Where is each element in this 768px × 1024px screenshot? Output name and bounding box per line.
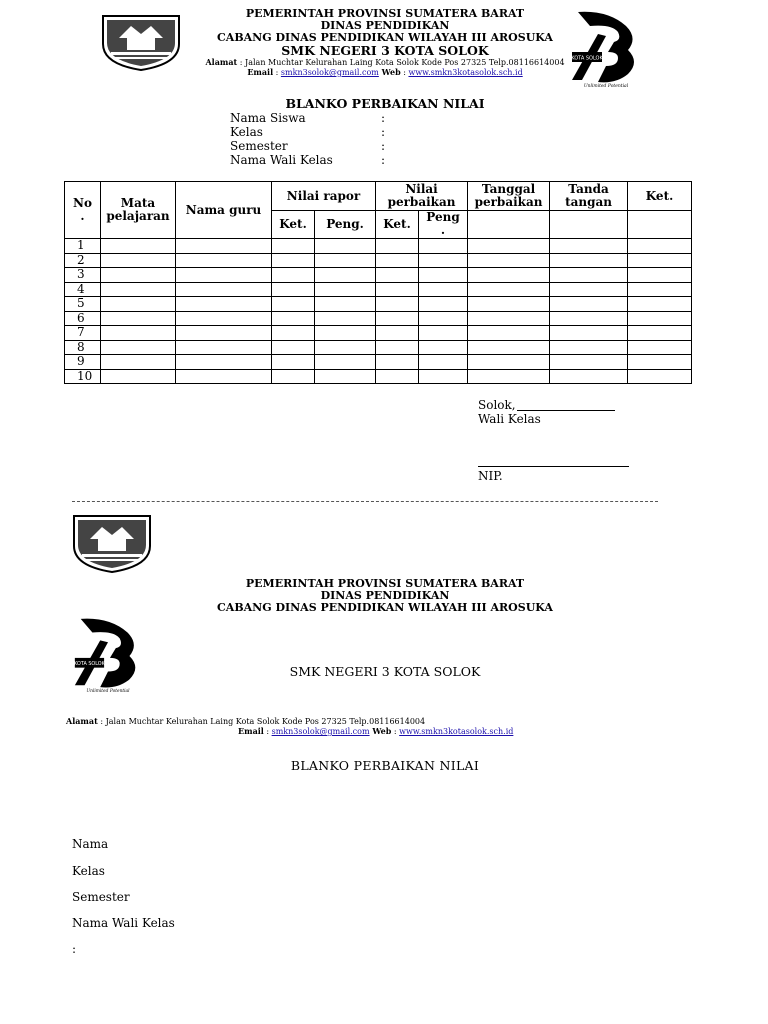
table-cell[interactable] [315, 355, 376, 370]
table-cell[interactable] [550, 239, 628, 254]
address2-label: Alamat [66, 716, 98, 726]
table-cell[interactable] [376, 253, 419, 268]
email2-label: Email [238, 726, 264, 736]
sub-peng-perbaikan: Peng . [419, 211, 468, 239]
table-row [65, 326, 692, 341]
col-ket: Ket. [628, 182, 692, 211]
form1-field-wali: Nama Wali Kelas [230, 153, 333, 167]
table-cell[interactable] [628, 282, 692, 297]
email2-link[interactable]: smkn3solok@gmail.com [271, 727, 370, 736]
web-link[interactable]: www.smkn3kotasolok.sch.id [408, 68, 523, 77]
grades-table [64, 181, 692, 384]
table-cell[interactable] [376, 282, 419, 297]
table-cell[interactable] [419, 369, 468, 384]
contact2-line: Email : smkn3solok@gmail.com Web : www.smkn3kotasolok.sch.id [238, 726, 514, 736]
table-cell[interactable] [550, 340, 628, 355]
cell-empty [628, 211, 692, 239]
signature-nip: NIP. [478, 469, 503, 483]
table-cell[interactable] [550, 253, 628, 268]
header2-gov: PEMERINTAH PROVINSI SUMATERA BARAT [245, 577, 525, 590]
header-gov: PEMERINTAH PROVINSI SUMATERA BARAT [245, 7, 525, 20]
date-underline [517, 410, 615, 411]
table-cell[interactable] [468, 268, 550, 283]
table-cell[interactable] [550, 369, 628, 384]
table-row [65, 282, 692, 297]
cell-empty [468, 211, 550, 239]
table-cell[interactable] [468, 239, 550, 254]
form1-colon-nama: : [381, 111, 386, 125]
form1-colon-wali: : [381, 153, 386, 167]
table-cell[interactable] [468, 282, 550, 297]
form2-field-semester: Semester [72, 890, 130, 904]
table-cell[interactable] [376, 297, 419, 312]
table-cell[interactable] [176, 311, 272, 326]
table-cell[interactable] [376, 239, 419, 254]
form2-field-kelas: Kelas [72, 864, 105, 878]
form1-colon-kelas: : [381, 125, 386, 139]
table-cell[interactable] [376, 326, 419, 341]
cut-line [72, 501, 658, 502]
header-school: SMK NEGERI 3 KOTA SOLOK [281, 43, 489, 58]
form1-field-nama: Nama Siswa [230, 111, 306, 125]
table-cell[interactable] [272, 253, 315, 268]
table-cell[interactable] [176, 297, 272, 312]
table-cell[interactable] [176, 326, 272, 341]
table-cell[interactable] [315, 239, 376, 254]
table-cell[interactable] [468, 253, 550, 268]
table-cell[interactable] [176, 282, 272, 297]
table-cell[interactable] [315, 253, 376, 268]
row-number: 6 [65, 311, 101, 326]
web2-link[interactable]: www.smkn3kotasolok.sch.id [399, 727, 514, 736]
table-cell[interactable] [468, 355, 550, 370]
form1-field-semester: Semester [230, 139, 288, 153]
table-cell[interactable] [376, 355, 419, 370]
table-cell[interactable] [550, 268, 628, 283]
table-cell[interactable] [315, 268, 376, 283]
table-cell[interactable] [315, 297, 376, 312]
table-cell[interactable] [176, 268, 272, 283]
col-nama-guru: Nama guru [176, 182, 272, 239]
crest-logo-bottom [72, 514, 152, 574]
table-cell[interactable] [101, 282, 176, 297]
table-cell[interactable] [468, 297, 550, 312]
sub-ket-perbaikan: Ket. [376, 211, 419, 239]
logo-tagline: Unlimited Potential [583, 84, 629, 88]
address-text: : Jalan Muchtar Kelurahan Laing Kota Solok Kode Pos 27325 Telp.08116614004 [237, 58, 565, 67]
table-cell[interactable] [176, 239, 272, 254]
form1-field-kelas: Kelas [230, 125, 263, 139]
col-tanggal-perbaikan: Tanggal perbaikan [468, 182, 550, 211]
header2-cabang: CABANG DINAS PENDIDIKAN WILAYAH III AROSUKA [217, 601, 553, 614]
table-cell[interactable] [468, 340, 550, 355]
table-cell[interactable] [272, 369, 315, 384]
row-number: 3 [65, 268, 101, 283]
table-cell[interactable] [550, 355, 628, 370]
row-number: 9 [65, 355, 101, 370]
address2-text: : Jalan Muchtar Kelurahan Laing Kota Solok Kode Pos 27325 Telp.08116614004 [97, 717, 426, 726]
form2-colon: : [72, 942, 77, 956]
cell-empty [550, 211, 628, 239]
sub-peng-rapor: Peng. [315, 211, 376, 239]
row-number: 10 [65, 369, 101, 384]
table-cell[interactable] [468, 326, 550, 341]
table-row [65, 355, 692, 370]
table-cell[interactable] [628, 239, 692, 254]
header-cabang: CABANG DINAS PENDIDIKAN WILAYAH III AROSUKA [217, 31, 553, 44]
row-number: 5 [65, 297, 101, 312]
signature-line [478, 466, 629, 467]
table-cell[interactable] [419, 282, 468, 297]
form2-title: BLANKO PERBAIKAN NILAI [290, 758, 480, 773]
email-link[interactable]: smkn3solok@gmail.com [280, 68, 379, 77]
table-cell[interactable] [101, 340, 176, 355]
school-logo-top [568, 8, 644, 88]
table-cell[interactable] [272, 297, 315, 312]
col-nilai-rapor: Nilai rapor [272, 182, 376, 211]
table-cell[interactable] [272, 355, 315, 370]
header2-school: SMK NEGERI 3 KOTA SOLOK [289, 664, 481, 679]
table-cell[interactable] [176, 253, 272, 268]
table-cell[interactable] [315, 311, 376, 326]
table-cell[interactable] [419, 297, 468, 312]
logo2-text: KOTA SOLOK [74, 661, 105, 668]
table-row [65, 239, 692, 254]
logo-text: KOTA SOLOK [571, 55, 603, 62]
signature-role: Wali Kelas [478, 412, 541, 426]
table-row [65, 268, 692, 283]
table-cell[interactable] [176, 340, 272, 355]
table-cell[interactable] [628, 355, 692, 370]
email-label: Email [247, 67, 274, 77]
table-row [65, 311, 692, 326]
table-cell[interactable] [101, 355, 176, 370]
school-logo-bottom [70, 615, 146, 693]
table-cell[interactable] [101, 297, 176, 312]
table-cell[interactable] [101, 311, 176, 326]
table-cell[interactable] [101, 268, 176, 283]
web2-label: Web [369, 726, 392, 736]
row-number: 4 [65, 282, 101, 297]
table-cell[interactable] [628, 297, 692, 312]
table-cell[interactable] [376, 268, 419, 283]
table-row [65, 253, 692, 268]
form2-field-wali: Nama Wali Kelas [72, 916, 175, 930]
form2-field-nama: Nama [72, 837, 109, 851]
row-number: 8 [65, 340, 101, 355]
table-cell[interactable] [272, 239, 315, 254]
sub-ket-rapor: Ket. [272, 211, 315, 239]
table-cell[interactable] [176, 355, 272, 370]
table-cell[interactable] [419, 311, 468, 326]
row-number: 2 [65, 253, 101, 268]
col-no: No . [65, 182, 101, 239]
col-mata-pelajaran: Mata pelajaran [101, 182, 176, 239]
table-cell[interactable] [468, 369, 550, 384]
table-row [65, 297, 692, 312]
table-cell[interactable] [376, 311, 419, 326]
logo2-tagline: Unlimited Potential [86, 689, 130, 693]
crest-logo-top [101, 14, 181, 72]
table-cell[interactable] [419, 326, 468, 341]
row-number: 7 [65, 326, 101, 341]
table-cell[interactable] [272, 282, 315, 297]
table-cell[interactable] [419, 340, 468, 355]
table-cell[interactable] [376, 340, 419, 355]
table-cell[interactable] [550, 297, 628, 312]
row-number: 1 [65, 239, 101, 254]
table-cell[interactable] [419, 268, 468, 283]
form1-title: BLANKO PERBAIKAN NILAI [285, 96, 485, 111]
table-cell[interactable] [628, 369, 692, 384]
table-cell[interactable] [628, 311, 692, 326]
table-cell[interactable] [550, 282, 628, 297]
table-cell[interactable] [628, 268, 692, 283]
table-row [65, 340, 692, 355]
signature-place: Solok, [478, 398, 516, 412]
table-cell[interactable] [315, 340, 376, 355]
table-cell[interactable] [315, 282, 376, 297]
table-cell[interactable] [101, 369, 176, 384]
table-cell[interactable] [550, 311, 628, 326]
table-cell[interactable] [101, 326, 176, 341]
table-cell[interactable] [419, 239, 468, 254]
table-cell[interactable] [419, 253, 468, 268]
table-cell[interactable] [628, 326, 692, 341]
contact-line: Email : smkn3solok@gmail.com Web : www.smkn3kotasolok.sch.id [247, 67, 523, 77]
col-nilai-perbaikan: Nilai perbaikan [376, 182, 468, 211]
table-cell[interactable] [468, 311, 550, 326]
table-cell[interactable] [272, 268, 315, 283]
web-label: Web [378, 67, 401, 77]
table-cell[interactable] [315, 326, 376, 341]
header2-dinas: DINAS PENDIDIKAN [320, 589, 450, 602]
table-row [65, 369, 692, 384]
col-tanda-tangan: Tanda tangan [550, 182, 628, 211]
table-cell[interactable] [376, 369, 419, 384]
table-cell[interactable] [550, 326, 628, 341]
table-cell[interactable] [101, 253, 176, 268]
form1-colon-semester: : [381, 139, 386, 153]
table-cell[interactable] [272, 326, 315, 341]
table-cell[interactable] [628, 340, 692, 355]
table-cell[interactable] [272, 340, 315, 355]
address-label: Alamat [205, 57, 238, 67]
table-cell[interactable] [315, 369, 376, 384]
table-cell[interactable] [176, 369, 272, 384]
table-cell[interactable] [419, 355, 468, 370]
table-cell[interactable] [628, 253, 692, 268]
header-dinas: DINAS PENDIDIKAN [320, 19, 450, 32]
table-cell[interactable] [101, 239, 176, 254]
table-cell[interactable] [272, 311, 315, 326]
